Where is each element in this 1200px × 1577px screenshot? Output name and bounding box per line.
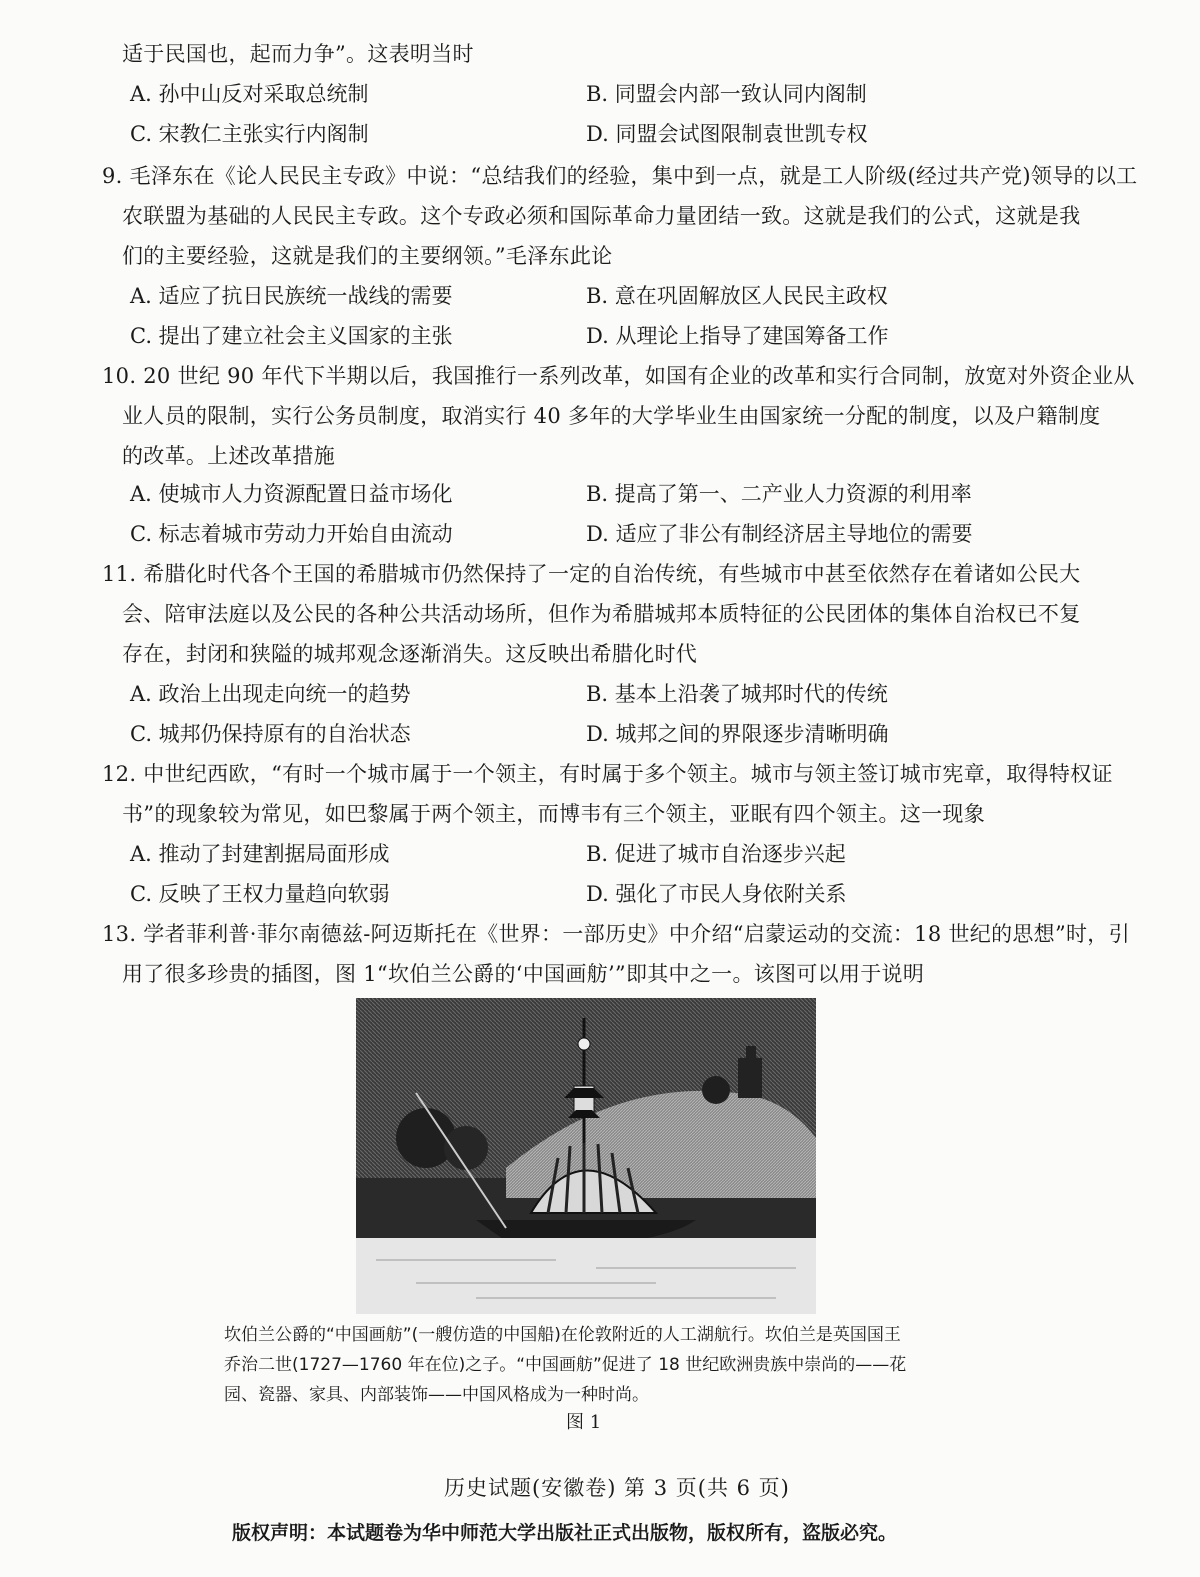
q10-line-1: 10. 20 世纪 90 年代下半期以后，我国推行一系列改革，如国有企业的改革和实行合同制，放宽对外资企业从 — [102, 364, 1135, 388]
q12-option-a[interactable]: A. 推动了封建割据局面形成 — [130, 842, 390, 866]
q12-option-b[interactable]: B. 促进了城市自治逐步兴起 — [586, 842, 846, 866]
figure-caption-line-1: 坎伯兰公爵的“中国画舫”(一艘仿造的中国船)在伦敦附近的人工湖航行。坎伯兰是英国国王 — [224, 1325, 901, 1345]
figure-caption-line-2: 乔治二世(1727—1760 年在位)之子。“中国画舫”促进了 18 世纪欧洲贵族中崇尚的——花 — [224, 1355, 907, 1375]
q9-line-1: 9. 毛泽东在《论人民民主专政》中说：“总结我们的经验，集中到一点，就是工人阶级(经过共产党)领导的以工 — [102, 164, 1138, 188]
q9-option-d[interactable]: D. 从理论上指导了建国筹备工作 — [586, 324, 889, 348]
q9-option-c[interactable]: C. 提出了建立社会主义国家的主张 — [130, 324, 453, 348]
q9-option-a[interactable]: A. 适应了抗日民族统一战线的需要 — [130, 284, 453, 308]
q10-option-d[interactable]: D. 适应了非公有制经济居主导地位的需要 — [586, 522, 973, 546]
q12-option-d[interactable]: D. 强化了市民人身依附关系 — [586, 882, 847, 906]
q9-line-3: 们的主要经验，这就是我们的主要纲领。”毛泽东此论 — [122, 244, 613, 268]
q10-line-3: 的改革。上述改革措施 — [122, 444, 335, 468]
q13-line-2: 用了很多珍贵的插图，图 1“坎伯兰公爵的‘中国画舫’”即其中之一。该图可以用于说明 — [122, 962, 925, 986]
q9-option-b[interactable]: B. 意在巩固解放区人民民主政权 — [586, 284, 888, 308]
q11-line-3: 存在，封闭和狭隘的城邦观念逐渐消失。这反映出希腊化时代 — [122, 642, 698, 666]
q12-line-2: 书”的现象较为常见，如巴黎属于两个领主，而博韦有三个领主，亚眠有四个领主。这一现象 — [122, 802, 986, 826]
q11-option-a[interactable]: A. 政治上出现走向统一的趋势 — [130, 682, 411, 706]
q10-option-b[interactable]: B. 提高了第一、二产业人力资源的利用率 — [586, 482, 972, 506]
q12-option-c[interactable]: C. 反映了王权力量趋向软弱 — [130, 882, 390, 906]
page-footer: 历史试题(安徽卷) 第 3 页(共 6 页) — [444, 1476, 790, 1500]
q11-option-d[interactable]: D. 城邦之间的界限逐步清晰明确 — [586, 722, 889, 746]
q11-option-b[interactable]: B. 基本上沿袭了城邦时代的传统 — [586, 682, 888, 706]
q8-option-a[interactable]: A. 孙中山反对采取总统制 — [130, 82, 369, 106]
q8-option-d[interactable]: D. 同盟会试图限制袁世凯专权 — [586, 122, 868, 146]
q10-line-2: 业人员的限制，实行公务员制度，取消实行 40 多年的大学毕业生由国家统一分配的制度，以及户籍制度 — [122, 404, 1101, 428]
q13-line-1: 13. 学者菲利普·菲尔南德兹-阿迈斯托在《世界：一部历史》中介绍“启蒙运动的交流：18 世纪的思想”时，引 — [102, 922, 1130, 946]
q11-option-c[interactable]: C. 城邦仍保持原有的自治状态 — [130, 722, 411, 746]
q11-line-1: 11. 希腊化时代各个王国的希腊城市仍然保持了一定的自治传统，有些城市中甚至依然存在着诸如公民大 — [102, 562, 1081, 586]
q8-option-c[interactable]: C. 宋教仁主张实行内阁制 — [130, 122, 369, 146]
figure-caption-line-3: 园、瓷器、家具、内部装饰——中国风格成为一种时尚。 — [224, 1385, 649, 1405]
q8-option-b[interactable]: B. 同盟会内部一致认同内阁制 — [586, 82, 867, 106]
figure-label: 图 1 — [566, 1412, 602, 1433]
q8-stem-end: 适于民国也，起而力争”。这表明当时 — [122, 42, 474, 66]
q11-line-2: 会、陪审法庭以及公民的各种公共活动场所，但作为希腊城邦本质特征的公民团体的集体自治权已不复 — [122, 602, 1081, 626]
q12-line-1: 12. 中世纪西欧，“有时一个城市属于一个领主，有时属于多个领主。城市与领主签订城市宪章，取得特权证 — [102, 762, 1113, 786]
copyright-notice: 版权声明：本试题卷为华中师范大学出版社正式出版物，版权所有，盗版必究。 — [232, 1522, 898, 1544]
q10-option-c[interactable]: C. 标志着城市劳动力开始自由流动 — [130, 522, 453, 546]
q10-option-a[interactable]: A. 使城市人力资源配置日益市场化 — [130, 482, 453, 506]
q9-line-2: 农联盟为基础的人民民主专政。这个专政必须和国际革命力量团结一致。这就是我们的公式，这就是我 — [122, 204, 1081, 228]
chinese-barge-illustration — [356, 998, 816, 1314]
